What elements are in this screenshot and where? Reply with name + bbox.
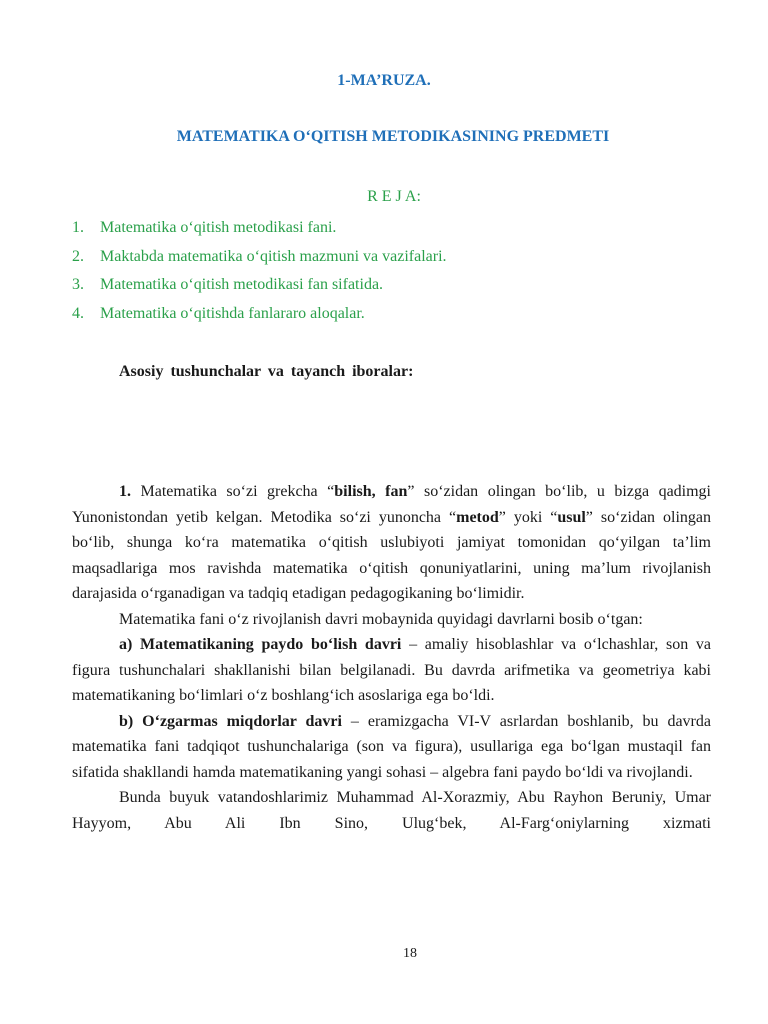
paragraph-text: Matematika so‘zi grekcha “ [131, 483, 335, 500]
body-text [72, 479, 711, 836]
paragraph-2: Matematika fani o‘z rivojlanish davri mobaynida quyidagi davrlarni bosib o‘tgan: [119, 610, 643, 628]
bold-term: a) Matematikaning paydo bo‘lish davri [119, 636, 402, 653]
plan-list [72, 214, 447, 328]
plan-item-number: 1. [72, 219, 84, 236]
section-number: 1. [119, 483, 131, 500]
paragraph-1 [72, 479, 711, 607]
plan-item-number: 3. [72, 276, 84, 293]
lecture-label: 1-MA’RUZA. [337, 72, 431, 89]
plan-item-text: Matematika o‘qitish metodikasi fan sifatida. [100, 276, 384, 293]
page-title: MATEMATIKA O‘QITISH METODIKASINING PREDMETI [176, 128, 610, 145]
bold-term: metod [456, 508, 499, 526]
paragraph-5: Bunda buyuk vatandoshlarimiz Muhammad Al-Xorazmiy, Abu Rayhon Beruniy, Umar Hayyom, Abu Ali Ibn Sino, Ulug‘bek, Al-Farg‘oniylarning xizmati [72, 789, 711, 832]
plan-item [72, 300, 447, 329]
plan-item [72, 271, 447, 300]
paragraph-3 [72, 632, 711, 709]
plan-item [72, 214, 447, 243]
plan-item-text: Matematika o‘qitish metodikasi fani. [100, 219, 337, 236]
bold-term: bilish, fan [334, 483, 408, 500]
plan-heading: R E J A: [367, 188, 421, 205]
keywords-heading: Asosiy tushunchalar va tayanch iboralar: [119, 363, 414, 380]
plan-item [72, 243, 447, 272]
plan-item-number: 4. [72, 304, 84, 322]
paragraph-text: ” so‘zidan olingan bo‘lib, shunga ko‘ra matematika o‘qitish uslubiyoti jamiyat tomonidan qo‘yilgan ta’lim maqsadlariga mos ravishda matematika o‘qitish qonuniyatlarini, uning ma’lum rivojlanish darajasida o‘rganadigan va tadqiq etadigan pedagogikaning bo‘limidir. [72, 508, 712, 602]
paragraph-text: – eramizgacha VI-V asrlardan boshlanib, bu davrda matematika fani tadqiqot tushunchalariga (son va figura), usullariga ega bo‘lgan mustaqil fan sifatida shakllandi hamda matematikaning yangi sohasi – algebra fani paydo bo‘ldi va rivojlandi. [72, 712, 711, 781]
paragraph-text: – amaliy hisoblashlar va o‘lchashlar, son va figura tushunchalari shakllanishi bilan belgilanadi. Bu davrda arifmetika va geometriya kabi matematikaning bo‘limlari o‘z boshlang‘ich asoslariga ega bo‘ldi. [72, 636, 711, 704]
bold-term: b) O‘zgarmas miqdorlar davri [119, 712, 342, 730]
plan-item-number: 2. [72, 247, 84, 265]
plan-item-text: Maktabda matematika o‘qitish mazmuni va vazifalari. [100, 247, 447, 265]
bold-term: usul [557, 508, 586, 526]
paragraph-text: ” so‘zidan olingan bo‘lib, u bizga qadimgi Yunonistondan yetib kelgan. Metodika so‘zi yunoncha “ [72, 483, 712, 526]
paragraph-4 [72, 709, 711, 786]
page-number: 18 [403, 946, 417, 961]
paragraph-text: ” yoki “ [498, 508, 558, 526]
plan-item-text: Matematika o‘qitishda fanlararo aloqalar. [100, 304, 365, 322]
